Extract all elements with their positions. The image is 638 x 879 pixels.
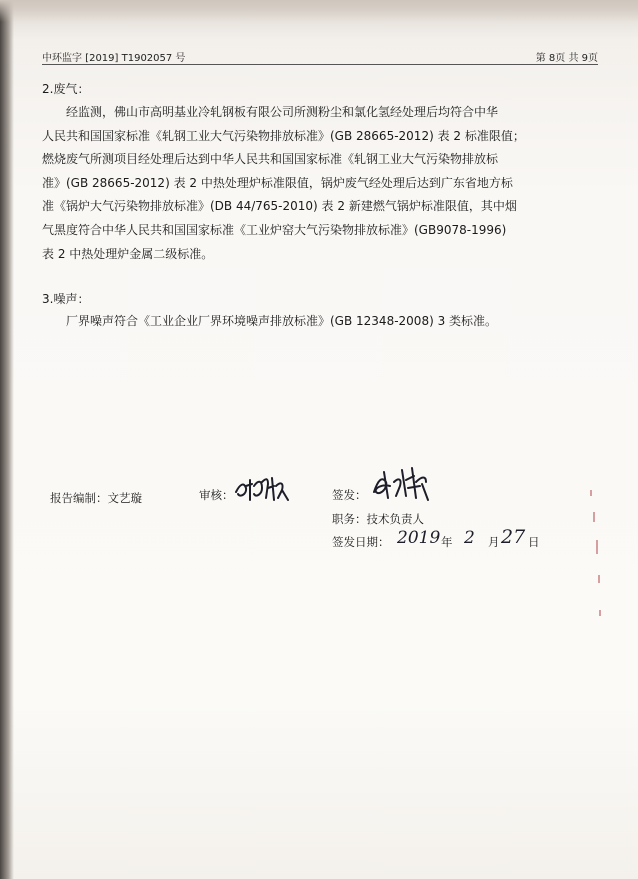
binding-shadow [0,0,14,879]
compiled-by [50,490,142,506]
position-label: 职务： [332,512,367,526]
issue-date-label: 签发日期： [332,535,390,549]
position-value: 技术负责人 [366,512,424,526]
paragraph-line: 准《锅炉大气污染物排放标准》(DB 44/765-2010) 表 2 新建燃气锅炉标准限值，其中烟 [42,199,517,214]
paragraph-line: 准》(GB 28665-2012) 表 2 中热处理炉标准限值，锅炉废气经处理后达到广东省地方标 [42,175,513,190]
issue-date-day: 27 [501,526,526,548]
noise-heading: 3.噪声： [42,292,90,306]
paragraph-line: 气黑度符合中华人民共和国国家标准《工业炉窑大气污染物排放标准》(GB9078-1996) [42,222,507,237]
issue-date-month-unit: 月 [488,535,500,549]
issue-date-year-unit: 年 [441,535,453,549]
compiled-by-label: 报告编制： [50,491,108,505]
top-bleed-through [0,0,638,22]
seal-edge-mark [590,490,592,496]
seal-edge-mark [596,540,598,554]
header-divider [42,64,598,65]
position [332,511,424,527]
paragraph-line: 经监测，佛山市高明基业冷轧钢板有限公司所测粉尘和氯化氢经处理后均符合中华 [66,105,499,119]
issuer-signature [368,462,438,504]
report-number: 中环监字 [2019] T1902057 号 [42,53,186,64]
paragraph-line: 燃烧废气所测项目经处理后达到中华人民共和国国家标准《轧钢工业大气污染物排放标 [42,152,499,167]
issuer-label: 签发： [332,488,367,502]
issue-date-year: 2019 [397,528,441,548]
seal-edge-mark [599,610,601,616]
reviewer-label: 审核： [199,488,234,502]
paragraph-line: 人民共和国国家标准《轧钢工业大气污染物排放标准》(GB 28665-2012) 表 2 标准限值； [42,128,525,143]
compiled-by-name: 文艺璇 [107,491,142,505]
noise-paragraph: 厂界噪声符合《工业企业厂界环境噪声排放标准》(GB 12348-2008) 3 类标准。 [66,314,498,328]
waste-gas-paragraph [42,101,562,266]
issue-date-month: 2 [464,528,475,548]
seal-edge-mark [593,512,595,522]
seal-edge-mark [598,575,600,583]
reviewer-signature [232,472,294,506]
paragraph-line: 表 2 中热处理炉金属二级标准。 [42,246,214,261]
waste-gas-heading: 2.废气： [42,82,90,96]
page-number: 第 8页 共 9页 [535,53,598,64]
issue-date-day-unit: 日 [528,535,540,549]
